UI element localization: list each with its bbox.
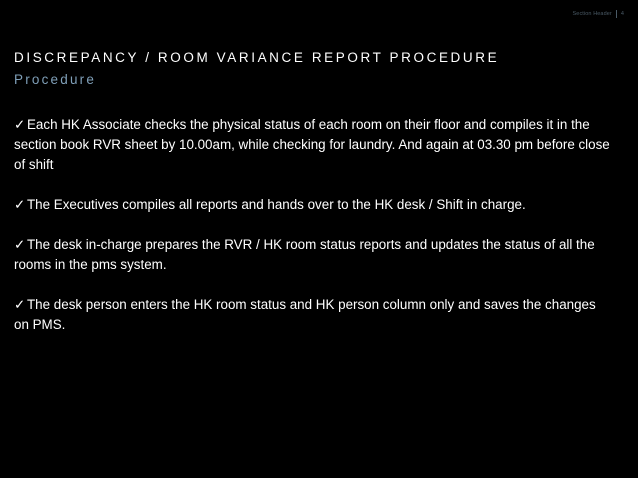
bullet-list [14, 115, 614, 335]
bullet-item [14, 235, 614, 275]
checkmark-icon: ✓ [14, 197, 26, 212]
bullet-item [14, 115, 614, 175]
bullet-text: The desk in-charge prepares the RVR / HK room status reports and updates the status of all the rooms in the pms system. [14, 237, 595, 272]
slide-header [573, 10, 624, 18]
bullet-item [14, 295, 614, 335]
bullet-text: The Executives compiles all reports and hands over to the HK desk / Shift in charge. [27, 197, 526, 212]
checkmark-icon: ✓ [14, 237, 26, 252]
checkmark-icon: ✓ [14, 297, 26, 312]
section-header-label: Section Header [572, 11, 612, 17]
bullet-text: Each HK Associate checks the physical status of each room on their floor and compiles it in the section book RVR sheet by 10.00am, while checking for laundry. And again at 03.30 pm before close of shift [14, 117, 610, 172]
slide-title: DISCREPANCY / ROOM VARIANCE REPORT PROCEDURE [14, 50, 500, 65]
bullet-item [14, 195, 614, 215]
bullet-text: The desk person enters the HK room status and HK person column only and saves the changes on PMS. [14, 297, 596, 332]
checkmark-icon: ✓ [14, 117, 26, 132]
page-number: 4 [620, 11, 624, 17]
slide-subtitle: Procedure [14, 72, 97, 87]
header-divider [616, 10, 617, 18]
